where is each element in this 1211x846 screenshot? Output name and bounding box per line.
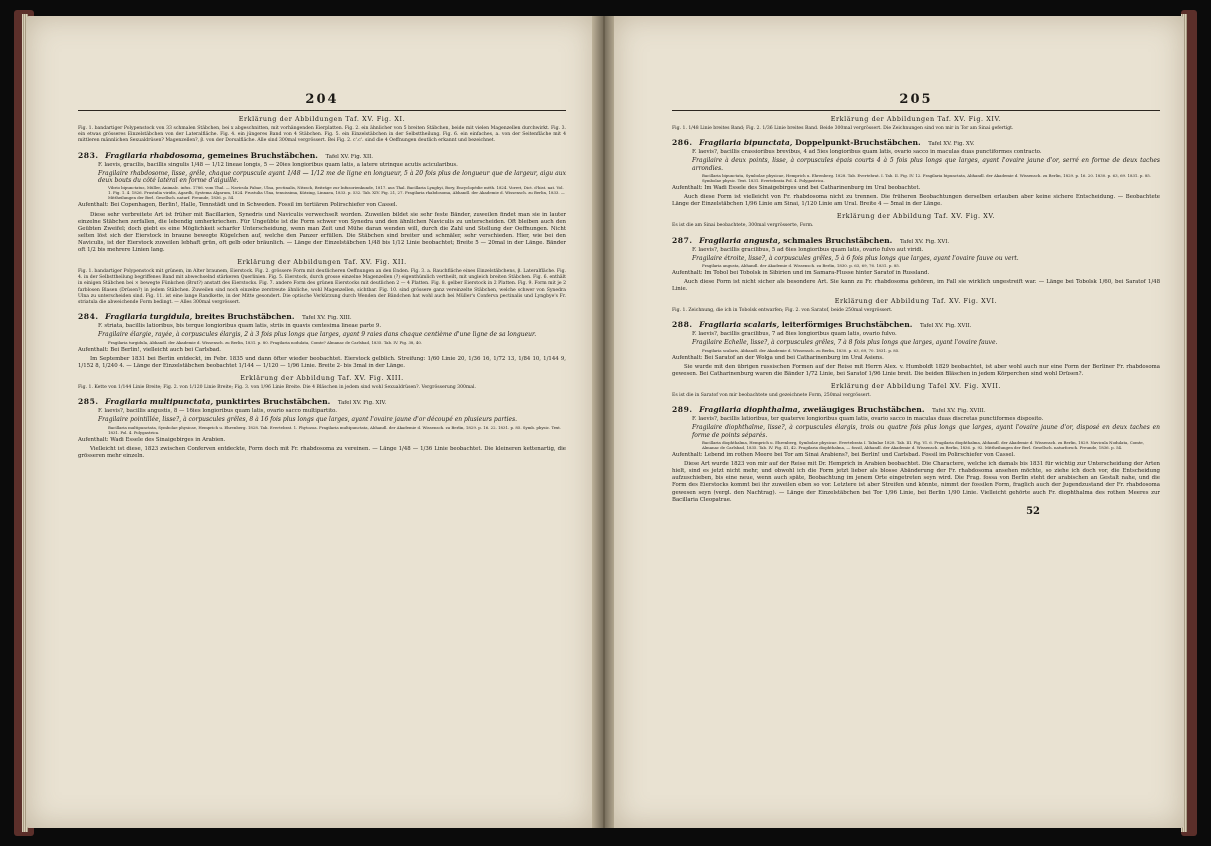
plate-reference: Tafel XV. Fig. XV. [928,141,975,148]
species-german-name: punktirtes Bruchstäbchen. [215,397,331,407]
synonymy: Vibrio bipunctatus, Müller, Animalc. infus. 1786. vom Thal. — Navicula Fabae, Ulna, pectinalis, Nitzsch, Beiträge zur Infusorienkunde, 1817. aus Thal. Bacillaria Lyngbyi, Bory, Encyclopédie méth. 1824. Vorret, Dict. d'hist. nat. Vol. 1. Fig. 1. 4. 1826. Frustulia viridis, Agardh, Systema Algarum, 1824. Frustulia Ulna, tenuissima, Kützing, Linnaea, 1833. p. 532. Tab. XIV. Fig. 21, 27. Fragilaria rhabdosoma, Abhandl. der Akademie d. Wissensch. zu Berlin, 1833. — Mittheilungen der Berl. Gesellsch. naturf. Freunde, 1836. p. 54. [108,185,565,201]
header-rule [78,110,566,111]
explanation-heading: Erklärung der Abbildung Taf. XV. Fig. XV. [836,212,996,221]
explanation-heading: Erklärung der Abbildungen Taf. XV. Fig. XII. [237,258,407,267]
explanation-text: Fig. 1. 1/48 Linie breites Band; Fig. 2. 1/36 Linie breites Band. Beide 300mal vergrössert. Die Zeichnungen sind von mir in Tor am Sinai gefertigt. [672,126,1014,131]
habitat: Aufenthalt: Im Tobol bei Tobolsk in Sibirien und im Samara-Flusse hinter Saratof in Russland. [672,269,930,276]
species-latin-name: Fragilaria scalaris, [699,320,780,330]
plate-reference: Tafel XV. Fig. XII. [325,153,373,160]
description: Auch diese Form ist vielleicht von Fr. rhabdosoma nicht zu trennen. Die früheren Beobachtungen derselben erlauben aber keine sichere Entscheidung. — Beobachtete Länge der Einzelstäbchen 1/96 Linie am Sinai, 1/120 Linie am Ural. Breite 4 — 5mal in der Länge. [672,194,1160,208]
description: Vielleicht ist diese, 1823 zwischen Conferven entdeckte, Form doch mit Fr. rhabdosoma zu vereinen. — Länge 1/48 — 1/36 Linie beobachtet. Die kleineren kettenartig, die grösseren mehr einzeln. [78,445,566,459]
species-latin-name: Fragilaria multipunctata, [105,397,214,407]
page-content-right [672,16,1160,828]
species-number: 284. [78,312,99,322]
species-german-name: breites Bruchstäbchen. [194,312,295,322]
plate-reference: Tafel XV. Fig. XIII. [302,315,352,322]
species-heading-289 [672,405,1160,414]
french-diagnosis: Fragilaire pointillée, lisse?, à corpuscules grêles, 8 à 16 fois plus longs que larges, ayant l'ovaire jaune d'or découpé en plusieurs parties. [98,416,518,424]
habitat: Aufenthalt: Bei Copenhagen, Berlin!, Halle, Tennstädt und in Schweden. Fossil im tertiären Polirschiefer von Cassel. [78,202,398,209]
plate-reference: Tafel XV. Fig. XVIII. [932,408,986,415]
synonymy: Fragilaria scalaris, Abhandl. der Akademie d. Wissensch. zu Berlin, 1830. p. 63, 69, 70. 1831. p. 85. [702,347,900,353]
synonymy: Bacillaria diophthalma, Hemprich u. Ehrenberg, Symbolae physicae. Evertebrata I. Tabulae 1828. Tab. III. Fig. VI. 6. Fragilaria diophthalma, Abhandl. der Akademie d. Wissensch. zu Berlin, 1829. Navicula Nodulata, Comte, Almanac de Carlsbad, 1835. Tab. IV. Fig. 41, 42. Fragilaria diophthalma, — fossil, Abhandl. der Akademie d. Wissensch. zu Berlin, 1836. p. 92. Mittheilungen der Berl. Gesellsch. naturforsch. Freunde, 1836. p. 54. [702,440,1144,451]
explanation-heading: Erklärung der Abbildungen Taf. XV. Fig. XIV. [830,115,1002,123]
signature-mark: 52 [1026,505,1040,517]
species-heading-287 [672,236,1160,245]
explanation-heading: Erklärung der Abbildungen Taf. XV. Fig. XI. [238,115,406,123]
french-diagnosis: Fragilaire Echelle, lisse?, à corpuscules grêles, 7 à 8 fois plus longs que larges, ayant l'ovaire fauve. [692,339,998,347]
species-heading-285 [78,397,566,406]
french-diagnosis: Fragilaire étroite, lisse?, à corpuscules grêles, 5 à 6 fois plus longs que larges, ayant l'ovaire fauve ou vert. [692,254,1019,262]
species-heading-283 [78,151,566,160]
plate-reference: Tafel XV. Fig. XIV. [337,400,387,407]
species-german-name: zweiäugiges Bruchstäbchen. [802,405,925,415]
species-heading-284 [78,312,566,321]
explanation-heading: Erklärung der Abbildung Taf. XV. Fig. XIII. [240,373,404,382]
book-gutter [592,16,616,828]
explanation-text: Es ist die am Sinai beobachtete, 300mal vergrösserte, Form. [672,223,814,229]
species-number: 288. [672,320,693,330]
species-number: 287. [672,235,693,245]
open-book [14,10,1197,836]
french-diagnosis: Fragilaire à deux points, lisse, à corpuscules épais courts 4 à 5 fois plus longs que larges, ayant l'ovaire jaune d'or, serré en forme de deux taches arrondies. [692,157,1160,172]
species-number: 285. [78,397,99,407]
latin-diagnosis: F. laevis, gracilis, bacillis singulis 1/48 — 1/12 lineae longis, 5 — 20ies longioribus quam latis, a latere utrinque acutis acicularibus. [98,161,458,168]
synonymy: Bacillaria bipunctata, Symbolae physicae, Hemprich u. Ehrenberg. 1828. Tab. Evertebrat. I. Tab. II. Fig. IV. 12. Fragilaria bipunctata, Abhandl. der Akademie d. Wissensch. zu Berlin, 1829. p. 16. 20. 1830. p. 63, 69. 1831. p. 85. Symbolae physic. Text. 1831. Evertebrata Pol. 4. Polygastrica. [702,173,1152,184]
species-german-name: Doppelpunkt-Bruchstäbchen. [795,138,921,148]
page-number: 204 [305,92,339,107]
french-diagnosis: Fragilaire rhabdosome, lisse, grêle, chaque corpuscule ayant 1/48 — 1/12 me de ligne en longueur, 5 à 20 fois plus de longueur que de largeur, aigu aux deux bouts du côté latéral en forme d'aiguille. [98,169,566,185]
species-latin-name: Fragilaria diophthalma, [699,405,801,415]
latin-diagnosis: F. laevis?, bacillis latioribus, ter quaterve longioribus quam latis, ovario sacco in maculas duas discretas punctiformes disposito. [692,416,1044,423]
latin-diagnosis: F. laevis?, bacillis gracilibus, 5 ad 6ies longioribus quam latis, ovario fulvo aut viridi. [692,246,924,253]
species-latin-name: Fragilaria bipunctata, [699,138,793,148]
page-204 [26,16,594,828]
explanation-text: Fig. 1. Zeichnung, die ich in Tobolsk entwarfen; Fig. 2. von Saratof, beide 250mal vergrössert. [672,308,893,314]
latin-diagnosis: F. laevis?, bacillis crassioribus brevibus, 4 ad 5ies longioribus quam latis, ovario sacco in maculas duas punctiformes contracto. [692,149,1042,156]
species-number: 286. [672,138,693,148]
description: Diese sehr verbreitete Art ist früher mit Bacillarien, Synedris und Naviculis verwechselt worden. Zuweilen bildet sie sehr feste Bänder, zuweilen findet man sie in lauter einzelne Stäbchen zerfallen, die lebendig umherkriechen. Für Ungeübte ist die Form schwer von Synedra und den ähnlichen Naviculis zu unterscheiden. Oft bleiben auch den Geübten Zweifel; doch giebt es eine Möglichkeit scharfer Unterscheidung, wenn man Zeit und Mühe daran wenden will, durch die Zahl und Stellung der Oeffnungen. Nicht selten löst sich der Eierstock in braune bewegte Kügelchen auf, welche den Panzer erfüllen. Die Stäbchen sind breiter und schmäler, sehr verschieden. Hier, wie bei den Naviculis, ist der Eierstock zuweilen lebhaft grün, oft gelb oder bräunlich. — Länge der Einzelstäbchen 1/48 bis 1/12 Linie beobachtet; Breite 5 — 20mal in der Länge. Bänder oft 1/2 bis mehrere Linien lang. [78,211,566,253]
description: Auch diese Form ist nicht sicher als besondere Art. Sie kann zu Fr. rhabdosoma gehören, im Fall sie wirklich ungestreift war. — Länge bei Tobolsk 1/60, bei Saratof 1/48 Linie. [672,279,1160,293]
habitat: Aufenthalt: Bei Berlin!, vielleicht auch bei Carlsbad. [78,346,222,353]
latin-diagnosis: F. laevis?, bacillis angustis, 8 — 16ies longioribus quam latis, ovario sacco multipartito. [98,408,337,415]
description: Sie wurde mit den übrigen russischen Formen auf der Reise mit Herrn Alex. v. Humboldt 1829 beobachtet, ist aber wohl auch nur eine Form der Berliner Fr. rhabdosoma gewesen. Bei Catharinenburg waren die Bänder 1/72 Linie, bei Saratof 1/96 Linie breit. Die beiden Bläschen in jedem Körperchen sind wohl Drüsen?. [672,363,1160,377]
plate-reference: Tafel XV. Fig. XVI. [899,238,950,245]
description: Diese Art wurde 1823 von mir auf der Reise mit Dr. Hemprich in Arabien beobachtet. Die Charactere, welche ich damals bis 1831 für wichtig zur Unterscheidung der Arten hielt, sind es jetzt nicht mehr, und obwohl ich die Form jetzt lieber als blosse Abänderung der Fr. rhabdosoma ansehen möchte, so ziehe ich doch vor, die Entscheidung aufzuschieben, bis eine neue, wenn auch späte, Beobachtung im jenem Orte eingetreten seyn wird. Die Frag. fossa von Berlin steht der arabischen an Gestalt nahe, und die Form des Eierstocks kommt bei ihr zuweilen eben so vor. Letztere ist aber Streifen und könnte, nimmt der fossilen Form, fraglich auch der Jugendzustand der Fr. rhabdosoma gewesen seyn (vergl. den Nachtrag). — Länge der Einzelstäbchen bei Tor 1/96 Linie, bei Berlin 1/90 Linie. Vielleicht gehörte auch Fr. diophthalma des rothen Meeres zur Bacillaria Cleopatrae. [672,461,1160,503]
species-heading-288 [672,320,1160,329]
explanation-text: Fig. 1. bandartiger Polypenstock mit grünem, im Alter braunem, Eierstock. Fig. 2. grössere Form mit deutlicheren Oeffnungen an den Enden. Fig. 3. a. Rauchfläche eines Einzelstäbchens, β. Lateralfläche. Fig. 4. in der Selbsttheilung begriffenes Band mit abwechselnd stärkeren Querlinien. Fig. 5. Eierstock, durch grosse einzelne Magenzellen (?) eigenthümlich vertheilt, mit ungleich breiten Stäbchen. Fig. 6. enthält in einigen Stäbchen bei × bewegte Fünkchen (Brut?) anstatt des Eierstocks. Fig. 7. andere Form des grünen Eierstocks mit deutlichen 2 — 4 Platten. Fig. 8. gelber Eierstock in 2 Platten. Fig. 9. Form mit je 2 farblosen Blasen (Drüsen?) in jedem Stäbchen. Zuweilen sind noch einzelne zerstreute ähnliche, wohl Magenzellen, sichtbar. Fig. 10. sind grössere ganz vereinzelte Stäbchen, welche schwer von Synedra Ulna zu unterscheiden sind. Fig. 11. ist eine lange Randkette, in der Mitte gesondert. Die optische Verkürzung durch Wenden der Bändchen hat wohl auch bei Müller's Conferva pectinalis und Lyngbye's Fr. striatula die abweichende Form bedingt. — Alles 300mal vergrössert. [78,269,566,306]
explanation-heading: Erklärung der Abbildung Taf. XV. Fig. XVI. [834,297,998,306]
habitat: Aufenthalt: Bei Saratof an der Wolga und bei Catharinenburg im Ural Asiens. [672,354,884,361]
species-heading-286 [672,138,1160,147]
explanation-text: Es ist die in Saratof von mir beobachtete und gezeichnete Form, 250mal vergrössert. [672,393,871,399]
species-number: 289. [672,405,693,415]
habitat: Aufenthalt: Im Wadi Essele des Sinaigebirges und bei Catharinenburg im Ural beobachtet. [672,185,921,192]
explanation-text: Fig. 1. Kette von 1/144 Linie Breite; Fig. 2. von 1/120 Linie Breite; Fig. 3. von 1/96 Linie Breite. Die 4 Bläschen in jedem sind wohl Sexualdrüsen?. Vergrösserung 300mal. [78,384,476,390]
species-german-name: schmales Bruchstäbchen. [783,235,893,245]
french-diagnosis: Fragilaire élargie, rayée, à corpuscules élargis, 2 à 3 fois plus longs que larges, ayant 9 raies dans chaque centième d'une ligne de sa longueur. [98,331,537,339]
species-latin-name: Fragilaria turgidula, [105,312,193,322]
plate-reference: Tafel XV. Fig. XVII. [920,323,972,330]
species-german-name: leiterförmiges Bruchstäbchen. [781,320,913,330]
page-number: 205 [899,92,933,107]
latin-diagnosis: F. laevis?, bacillis gracilibus, 7 ad 8ies longioribus quam latis, ovario fulvo. [692,331,897,338]
species-latin-name: Fragilaria rhabdosoma, [105,150,205,160]
species-latin-name: Fragilaria angusta, [699,235,781,245]
habitat: Aufenthalt: Lebend im rothen Meere bei Tor am Sinai Arabiens?, bei Berlin! und Carlsbad. Fossil im Polirschiefer von Cassel. [672,452,1015,459]
header-rule [672,110,1160,111]
explanation-text: Fig. 1. bandartiger Polypenstock von 33 schmalen Stäbchen, bei x abgeschnitten, mit vorhängenden Eierplatten. Fig. 2. ein ähnlicher von 5 breiten Stäbchen, beide mit vielen Magenzellen durchwirkt. Fig. 3. ein etwas grösseres Einzelstäbchen von der Lateralfläche. Fig. 4. ein jüngeres Band von 4 Stäbchen. Fig. 5. ein Einzelstäbchen in der Selbsttheilung. Fig. 6. ein einfaches, a. von der Seitenfläche mit 4 mittleren männlichen Sexualdrüsen? Magenzellen?, β. von der Dorsalfläche. Alle sind 300mal vergrössert. Bei Fig. 2. c'.c'. sind die 4 Oeffnungen deutlich erkannt und bezeichnet. [78,126,566,144]
latin-diagnosis: F. striata, bacillis latioribus, bis terque longioribus quam latis, striis in quavis centesima lineae parte 9. [98,323,382,330]
page-205 [614,16,1184,828]
page-content-left [78,16,566,828]
explanation-heading: Erklärung der Abbildung Tafel XV. Fig. XVII. [830,382,1002,391]
description: Im September 1831 bei Berlin entdeckt, im Febr. 1835 und dann öfter wieder beobachtet. Eierstock gelblich. Streifung: 1/60 Linie 20, 1/36 16, 1/72 13, 1/84 10, 1/144 9, 1/152 8, 1/240 4. — Länge der Einzelstäbchen beobachtet 1/144 — 1/120 — 1/96 Linie. Breite 2- bis 3mal in der Länge. [78,355,566,369]
species-number: 283. [78,150,99,160]
species-german-name: gemeines Bruchstäbchen. [207,150,318,160]
synonymy: Bacillaria multipunctata, Symbolae physicae, Hemprich u. Ehrenberg. 1828. Tab. Evertebrat. 1. Phytozoa. Fragilaria multipunctata, Abhandl. der Akademie d. Wissensch. zu Berlin, 1829. p. 16. 22. 1831. p. 85. Symb. physic. Text. 1831. Pol. 4. Polygastrica. [108,424,562,435]
synonymy: Fragilaria angusta, Abhandl. der Akademie d. Wissensch. zu Berlin, 1830. p. 63, 69, 76. 1831. p. 85. [702,262,901,268]
habitat: Aufenthalt: Wadi Essele des Sinaigebirges in Arabien. [78,436,226,443]
synonymy: Fragilaria turgidula, Abhandl. der Akademie d. Wissensch. zu Berlin, 1831. p. 80. Fragilaria nodulata, Comte? Almanac de Carlsbad, 1835. Tab. IV. Fig. 38, 40. [108,339,423,345]
french-diagnosis: Fragilaire diophthalme, lisse?, à corpuscules élargis, trois ou quatre fois plus longs que larges, ayant l'ovaire jaune d'or, disposé en deux taches en forme de points séparés. [692,424,1160,439]
